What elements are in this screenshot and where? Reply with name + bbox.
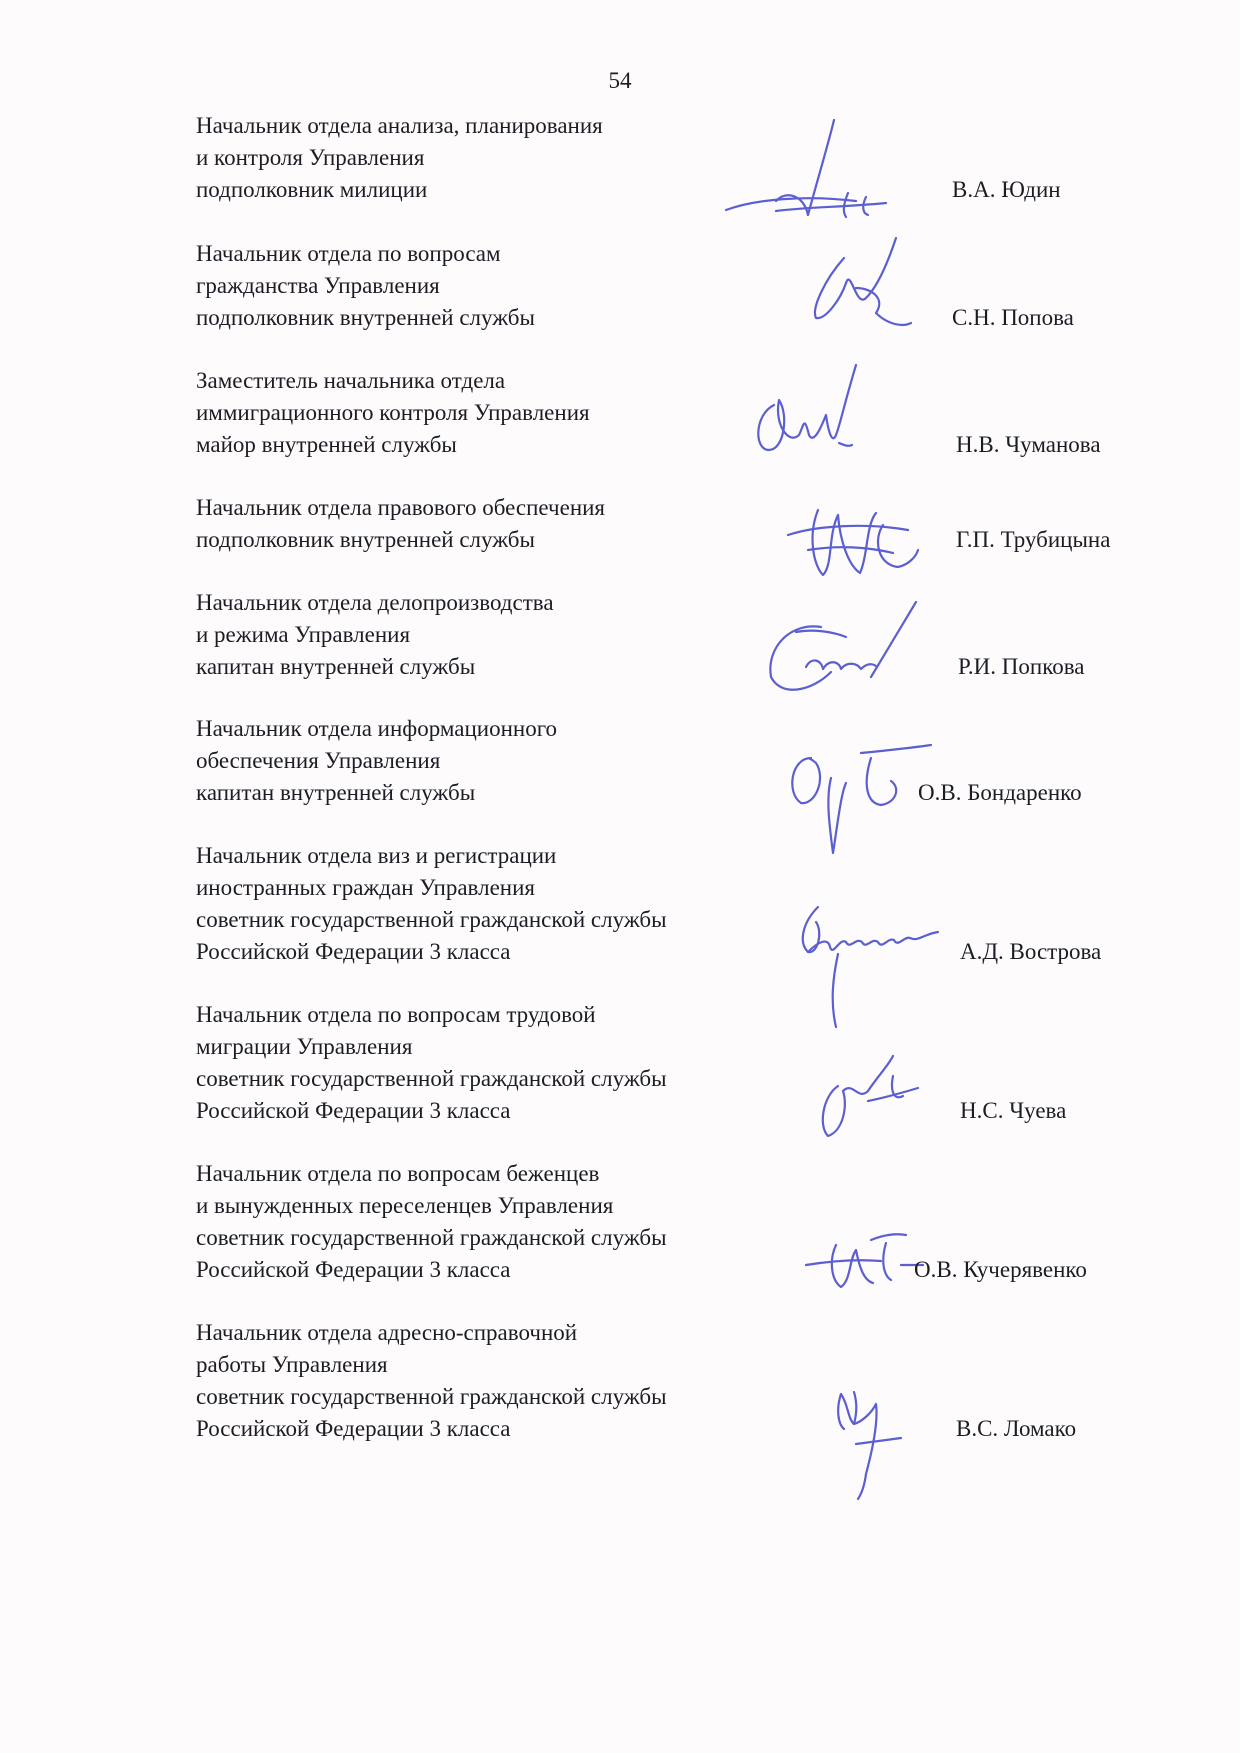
position-title — [196, 238, 535, 334]
signatory-block — [196, 1160, 1196, 1286]
title-line: Начальник отдела информационного — [196, 716, 558, 741]
signatory-block — [196, 557, 1196, 683]
signatory-block — [196, 1001, 1196, 1127]
signatory-name: Г.П. Трубицына — [956, 527, 1111, 552]
title-line: подполковник внутренней службы — [196, 527, 535, 552]
signatory-name: Н.В. Чуманова — [956, 432, 1101, 457]
title-line: и вынужденных переселенцев Управления — [196, 1193, 614, 1218]
title-line: Российской Федерации 3 класса — [196, 1416, 511, 1441]
title-line: Российской Федерации 3 класса — [196, 1098, 511, 1123]
signatory-name: А.Д. Вострова — [960, 939, 1102, 964]
handwritten-signature — [796, 228, 926, 338]
title-line: Заместитель начальника отдела — [196, 368, 506, 393]
title-line: Начальник отдела виз и регистрации — [196, 843, 557, 868]
signatory-block — [196, 430, 1196, 556]
signatory-name: Р.И. Попкова — [958, 654, 1085, 679]
title-line: гражданства Управления — [196, 273, 440, 298]
handwritten-signature — [798, 1046, 928, 1146]
title-line: Начальник отдела делопроизводства — [196, 590, 554, 615]
title-line: Российской Федерации 3 класса — [196, 939, 511, 964]
title-line: работы Управления — [196, 1352, 388, 1377]
signatory-name: Н.С. Чуева — [960, 1098, 1067, 1123]
title-line: Российской Федерации 3 класса — [196, 1257, 511, 1282]
title-line: капитан внутренней службы — [196, 780, 476, 805]
signatory-name: О.В. Бондаренко — [918, 780, 1082, 805]
title-line: Начальник отдела правового обеспечения — [196, 495, 606, 520]
position-title — [196, 713, 557, 809]
handwritten-signature — [826, 1374, 916, 1504]
title-line: и режима Управления — [196, 622, 411, 647]
signatory-name: В.А. Юдин — [952, 177, 1061, 202]
position-title — [196, 587, 554, 683]
position-title — [196, 110, 603, 206]
position-title — [196, 840, 667, 968]
title-line: обеспечения Управления — [196, 748, 441, 773]
position-title — [196, 1158, 667, 1286]
title-line: советник государственной гражданской службы — [196, 907, 667, 932]
signatory-name: О.В. Кучерявенко — [914, 1257, 1087, 1282]
signatory-block — [196, 683, 1196, 809]
title-line: капитан внутренней службы — [196, 654, 476, 679]
position-title — [196, 492, 605, 556]
title-line: майор внутренней службы — [196, 432, 457, 457]
signatory-name: С.Н. Попова — [952, 305, 1074, 330]
title-line: подполковник внутренней службы — [196, 305, 535, 330]
title-line: советник государственной гражданской службы — [196, 1384, 667, 1409]
position-title — [196, 999, 667, 1127]
signatory-block — [196, 80, 1196, 206]
signatory-block — [196, 842, 1196, 968]
signatory-name: В.С. Ломако — [956, 1416, 1077, 1441]
title-line: подполковник милиции — [196, 177, 428, 202]
position-title — [196, 1317, 667, 1445]
title-line: иностранных граждан Управления — [196, 875, 535, 900]
title-line: советник государственной гражданской службы — [196, 1225, 667, 1250]
title-line: Начальник отдела по вопросам трудовой — [196, 1002, 596, 1027]
page-number: 54 — [608, 68, 632, 93]
title-line: Начальник отдела адресно-справочной — [196, 1320, 578, 1345]
title-line: советник государственной гражданской службы — [196, 1066, 667, 1091]
title-line: и контроля Управления — [196, 145, 425, 170]
title-line: Начальник отдела по вопросам — [196, 241, 501, 266]
title-line: миграции Управления — [196, 1034, 413, 1059]
signatory-block — [196, 1319, 1196, 1445]
title-line: иммиграционного контроля Управления — [196, 400, 590, 425]
title-line: Начальник отдела анализа, планирования — [196, 113, 603, 138]
title-line: Начальник отдела по вопросам беженцев — [196, 1161, 600, 1186]
handwritten-signature — [801, 1225, 931, 1305]
signatory-block — [196, 208, 1196, 334]
